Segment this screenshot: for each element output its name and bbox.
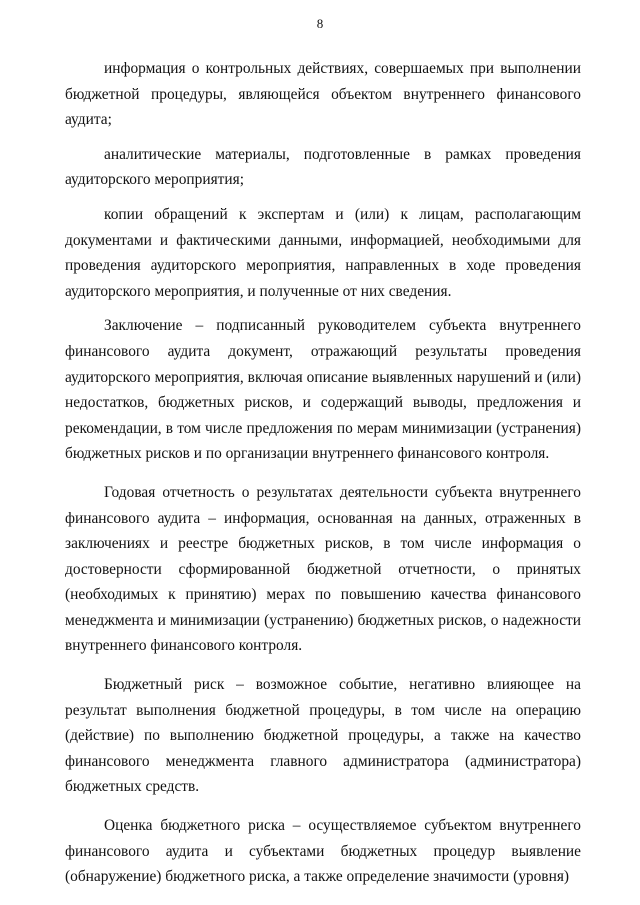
paragraph-annual-reporting-definition: Годовая отчетность о результатах деятельности субъекта внутреннего финансового аудита – информация, основанная на данных, отраженных в заключениях и реестре бюджетных рисков, в том числе информация о достоверности сформированной бюджетной отчетности, о принятых (необходимых к принятию) мерах по повышению качества финансового менеджмента и минимизации (устранению) бюджетных рисков, о надежности внутреннего финансового контроля. xyxy=(65,483,581,655)
page-number: 8 xyxy=(316,16,324,31)
paragraph-budget-risk-assessment: Оценка бюджетного риска – осуществляемое субъектом внутреннего финансового аудита и субъектами бюджетных процедур выявление (обнаружение) бюджетного риска, а также определение значимости (уровня) xyxy=(65,817,581,886)
paragraph-analytical-materials: аналитические материалы, подготовленные в рамках проведения аудиторского мероприятия; xyxy=(65,145,581,189)
paragraph-audit-control-info: информация о контрольных действиях, совершаемых при выполнении бюджетной процедуры, являющейся объектом внутреннего финансового аудита; xyxy=(65,60,581,129)
paragraph-expert-requests: копии обращений к экспертам и (или) к лицам, располагающим документами и фактическими данными, информацией, необходимыми для проведения аудиторского мероприятия, направленных в ходе проведения аудиторского мероприятия, и полученные от них сведения. xyxy=(65,205,581,300)
paragraph-conclusion-definition: Заключение – подписанный руководителем субъекта внутреннего финансового аудита документ, отражающий результаты проведения аудиторского мероприятия, включая описание выявленных нарушений и (или) недостатков, бюджетных рисков, и содержащий выводы, предложения и рекомендации, в том числе предложения по мерам минимизации (устранения) бюджетных рисков и по организации внутреннего финансового контроля. xyxy=(65,317,581,463)
document-body xyxy=(65,56,581,890)
paragraph-budget-risk-definition: Бюджетный риск – возможное событие, негативно влияющее на результат выполнения бюджетной процедуры, в том числе на операцию (действие) по выполнению бюджетной процедуры, а также на качество финансового менеджмента главного администратора (администратора) бюджетных средств. xyxy=(65,676,581,796)
